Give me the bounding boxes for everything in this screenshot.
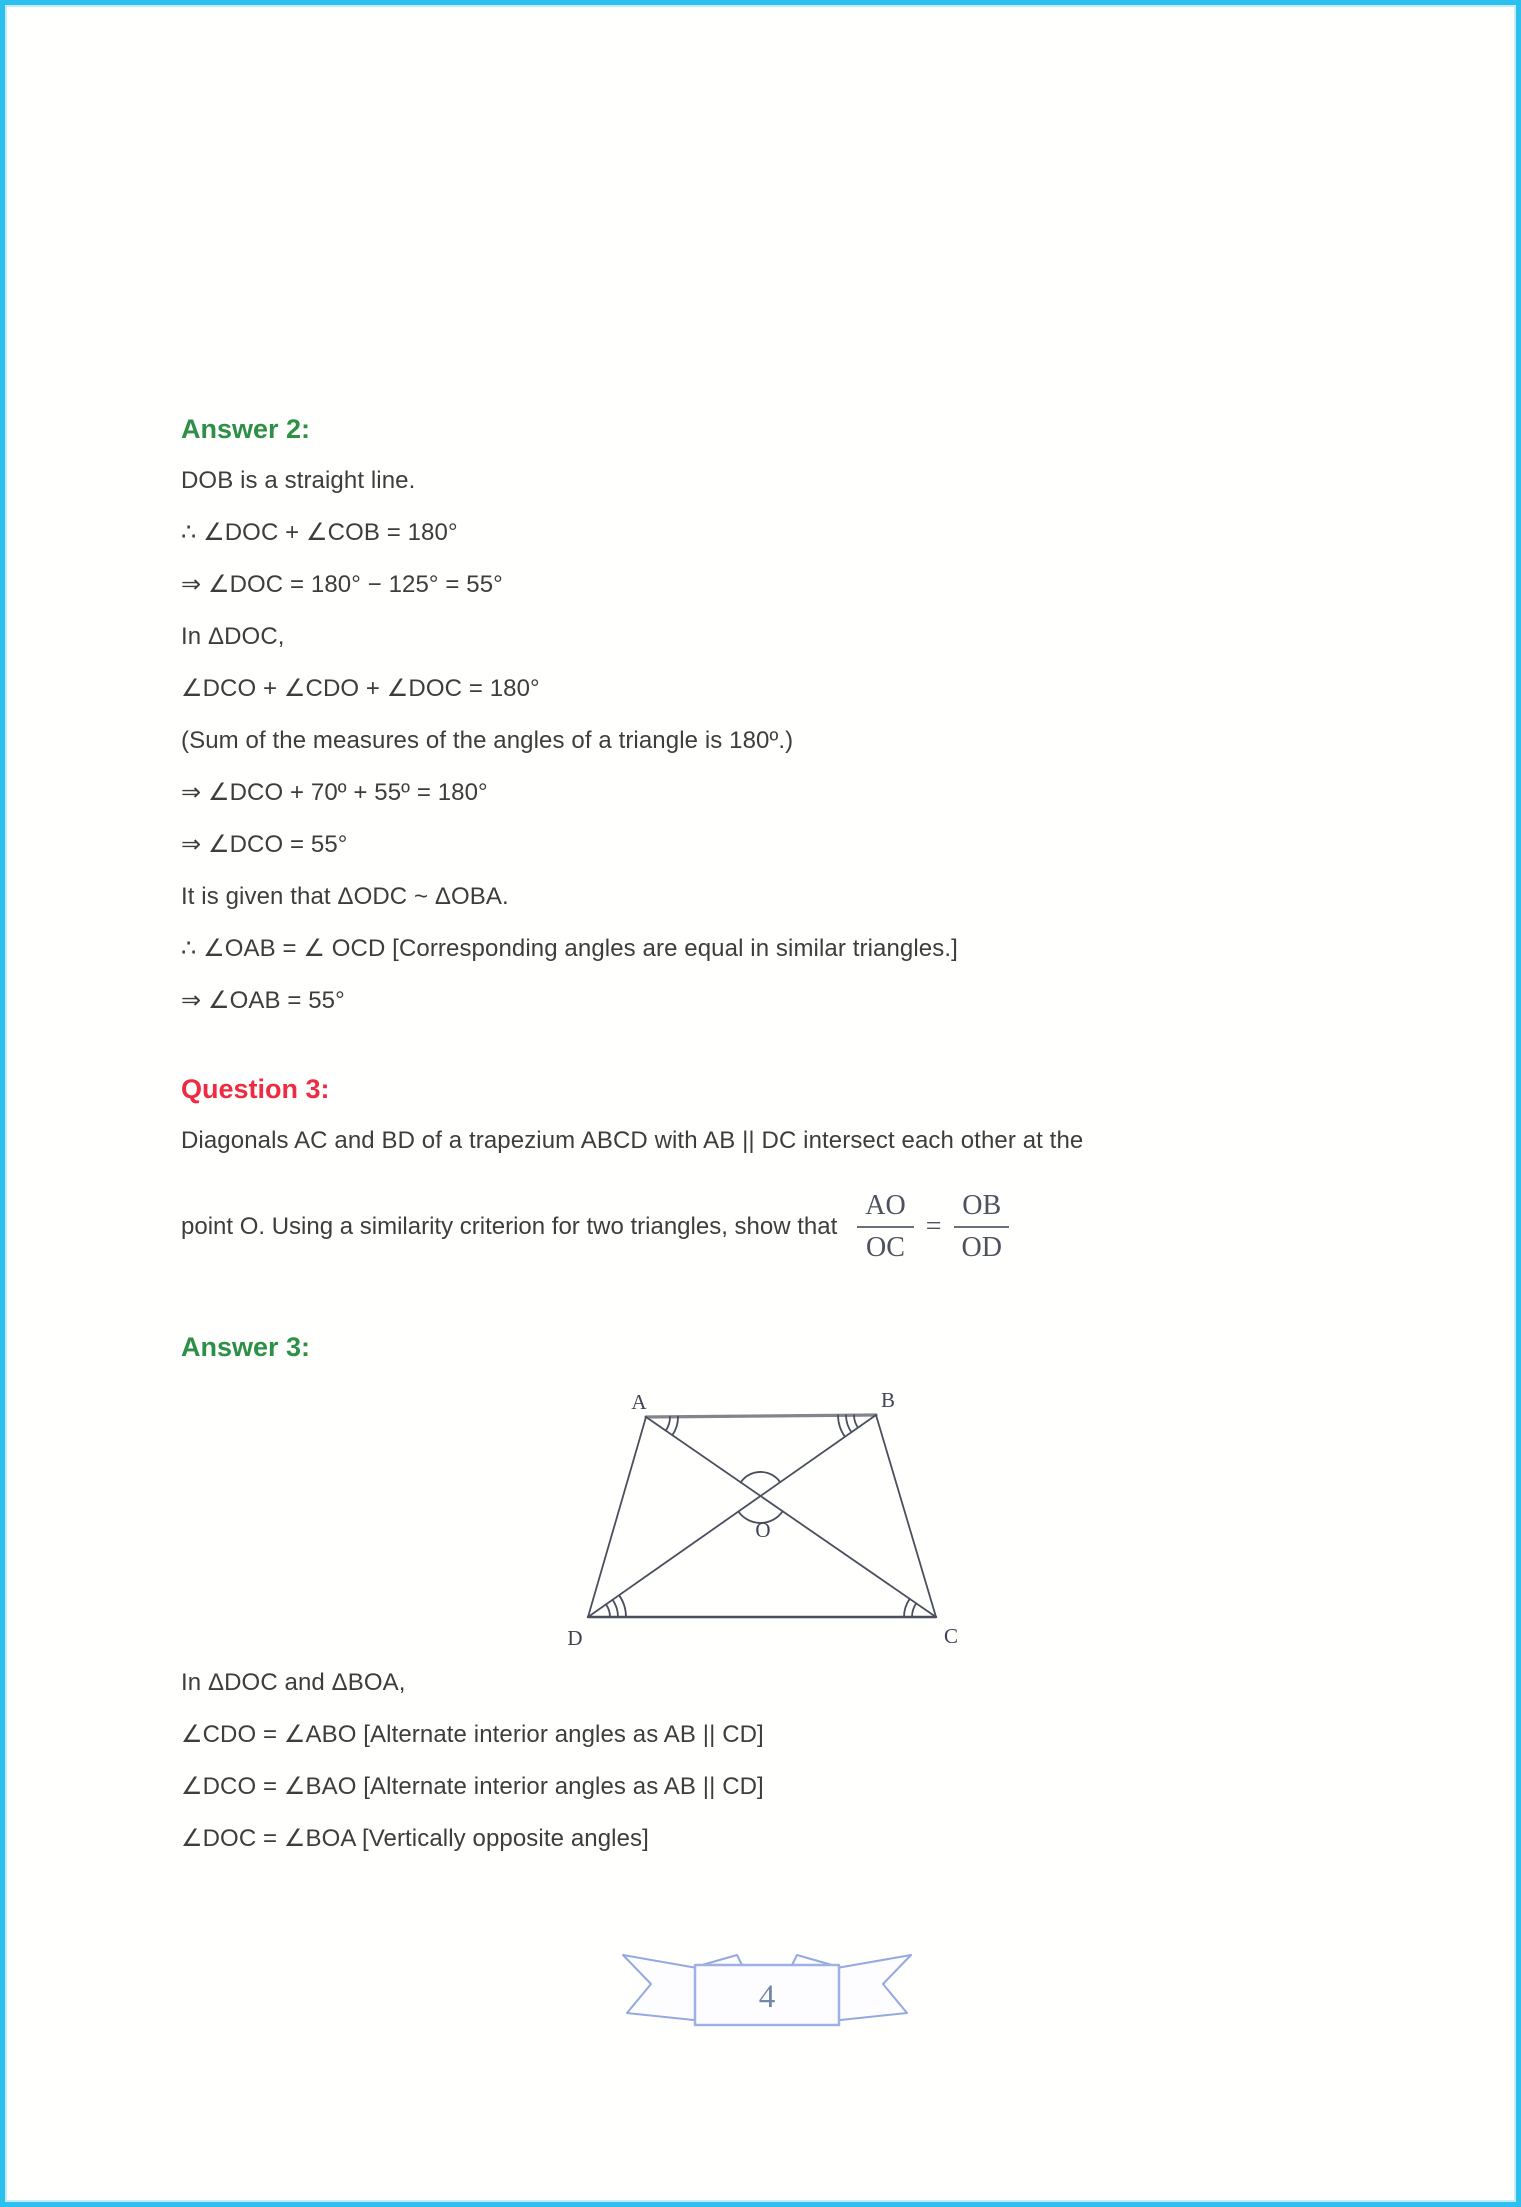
solution-line: ∠CDO = ∠ABO [Alternate interior angles as AB || CD] — [181, 1721, 764, 1748]
solution-line: In ΔDOC, — [181, 623, 285, 650]
vertex-label-c: C — [943, 1624, 959, 1648]
fraction-right-denominator: OD — [961, 1232, 1002, 1263]
angle-mark-a — [666, 1417, 670, 1431]
answer3-heading: Answer 3: — [181, 1332, 311, 1362]
solution-line: (Sum of the measures of the angles of a triangle is 180º.) — [181, 727, 794, 754]
center-label-o: O — [755, 1518, 771, 1542]
solution-line: ⇒ ∠DCO + 70º + 55º = 180° — [181, 779, 488, 806]
angle-mark-b — [846, 1415, 851, 1432]
solution-line: ⇒ ∠DOC = 180° − 125° = 55° — [181, 571, 503, 598]
angle-mark-c — [904, 1599, 910, 1617]
question3-section — [181, 1063, 1083, 1277]
solution-line: It is given that ΔODC ~ ΔOBA. — [181, 883, 509, 910]
vertex-label-a: A — [631, 1390, 647, 1414]
angle-mark-o-top — [741, 1472, 781, 1482]
question-line-with-formula — [181, 1177, 1083, 1277]
ribbon-right-tail — [831, 1955, 911, 2021]
fraction-right — [954, 1190, 1010, 1264]
proportion-formula — [857, 1190, 1010, 1264]
fraction-left-numerator: AO — [857, 1190, 913, 1228]
solution-line: ⇒ ∠OAB = 55° — [181, 987, 345, 1014]
answer3-section — [181, 1657, 764, 1865]
diagonal-ac — [646, 1417, 936, 1617]
angle-mark-a — [672, 1417, 678, 1436]
angle-mark-d — [606, 1604, 610, 1617]
solution-line: ⇒ ∠DCO = 55° — [181, 831, 348, 858]
solution-line: In ΔDOC and ΔBOA, — [181, 1669, 406, 1696]
angle-mark-d — [619, 1595, 626, 1617]
solution-line: DOB is a straight line. — [181, 467, 416, 494]
solution-line: ∴ ∠OAB = ∠ OCD [Corresponding angles are equal in similar triangles.] — [181, 935, 958, 962]
side-da — [588, 1417, 646, 1617]
angle-mark-b — [854, 1415, 858, 1427]
question-line: point O. Using a similarity criterion for two triangles, show that — [181, 1213, 838, 1240]
fraction-right-numerator: OB — [954, 1190, 1009, 1228]
trapezium-diagram — [563, 1387, 963, 1665]
answer3-heading-wrap — [181, 1321, 310, 1373]
angle-mark-c — [912, 1603, 916, 1617]
fraction-left-denominator: OC — [866, 1232, 905, 1263]
solution-line: ∴ ∠DOC + ∠COB = 180° — [181, 519, 458, 546]
solution-line: ∠DCO = ∠BAO [Alternate interior angles as AB || CD] — [181, 1773, 764, 1800]
side-ab — [646, 1415, 876, 1417]
equals-sign: = — [925, 1211, 942, 1242]
ribbon-left-tail — [623, 1955, 703, 2021]
fraction-left — [857, 1190, 913, 1264]
solution-line: ∠DOC = ∠BOA [Vertically opposite angles] — [181, 1825, 649, 1852]
question-line: Diagonals AC and BD of a trapezium ABCD with AB || DC intersect each other at the — [181, 1127, 1084, 1154]
side-bc — [876, 1415, 936, 1617]
diagonal-bd — [588, 1415, 876, 1617]
vertex-label-d: D — [567, 1626, 583, 1650]
vertex-label-b: B — [880, 1388, 896, 1412]
answer2-heading: Answer 2: — [181, 414, 311, 444]
angle-mark-d — [613, 1600, 618, 1617]
page-number-ribbon — [617, 1947, 917, 2037]
angle-mark-b — [838, 1415, 845, 1437]
solution-line: ∠DCO + ∠CDO + ∠DOC = 180° — [181, 675, 540, 702]
answer2-section — [181, 403, 958, 1027]
page-number: 4 — [758, 1979, 776, 2015]
question3-heading: Question 3: — [181, 1074, 330, 1104]
